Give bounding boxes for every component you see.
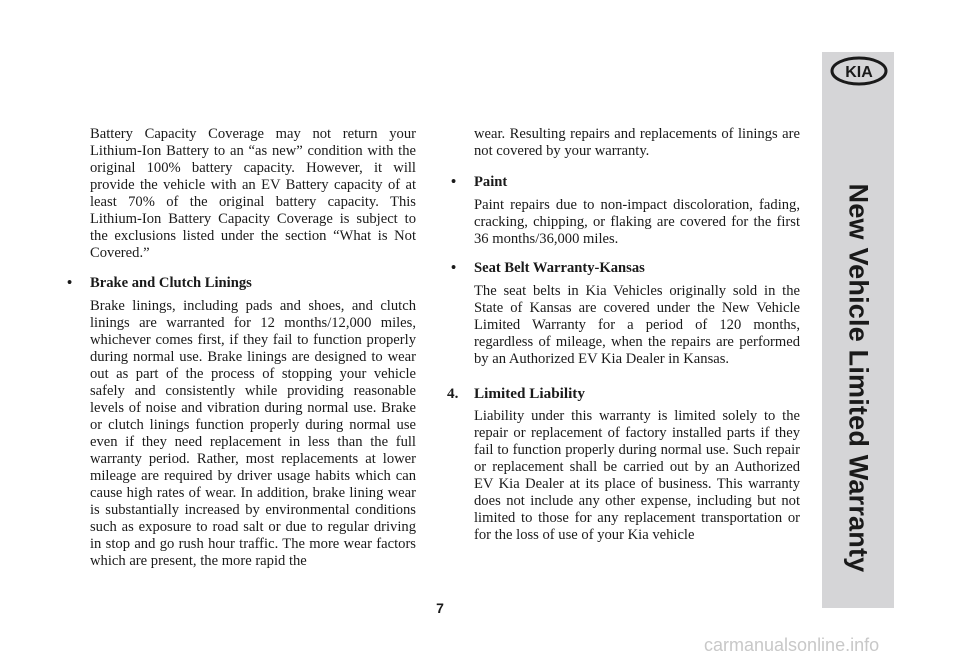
watermark: carmanualsonline.info [704, 635, 880, 655]
page-number: 7 [436, 600, 444, 616]
bullet: • [451, 260, 457, 276]
linings-continuation-paragraph: wear. Resulting repairs and replacements of linings are not covered by your warranty. [474, 126, 800, 159]
seat-belt-heading [451, 260, 800, 277]
left-column [67, 126, 416, 570]
brake-linings-heading [67, 275, 416, 292]
seat-belt-heading-text: Seat Belt Warranty-Kansas [474, 260, 645, 276]
paint-heading-text: Paint [474, 174, 508, 190]
kia-logo-text: KIA [845, 64, 873, 81]
bullet: • [451, 174, 457, 190]
paint-heading [451, 174, 800, 191]
battery-coverage-paragraph: Battery Capacity Coverage may not return your Lithium-Ion Battery to an “as new” condition with the original 100% battery capacity. However, it will provide the vehicle with an EV Battery capacity of at least 70% of the original battery capacity. This Lithium-Ion Battery Capacity Coverage is subject to the exclusions listed under the section “What is Not Covered.” [90, 126, 416, 261]
limited-liability-paragraph: Liability under this warranty is limited solely to the repair or replacement of factory installed parts if they fail to function properly during normal use. Such repair or replacement shall be carried out by an Authorized EV Kia Dealer at its place of business. This warranty does not include any other expense, including but not limited to those for any replacement transportation or for the loss of use of your Kia vehicle [474, 408, 800, 543]
section-number: 4. [447, 385, 459, 402]
limited-liability-heading [447, 385, 800, 402]
limited-liability-heading-text: Limited Liability [474, 385, 585, 402]
right-column [447, 126, 800, 544]
seat-belt-paragraph: The seat belts in Kia Vehicles originally sold in the State of Kansas are covered under the New Vehicle Limited Warranty for a period of 120 months, regardless of mileage, when the repairs are performed by an Authorized EV Kia Dealer in Kansas. [474, 283, 800, 367]
brake-linings-heading-text: Brake and Clutch Linings [90, 275, 252, 291]
paint-paragraph: Paint repairs due to non-impact discoloration, fading, cracking, chipping, or flaking are covered for the first 36 months/36,000 miles. [474, 197, 800, 247]
sidebar [822, 52, 894, 608]
sidebar-title: New Vehicle Limited Warranty [843, 183, 874, 573]
brake-linings-paragraph: Brake linings, including pads and shoes, and clutch linings are warranted for 12 months/12,000 miles, whichever comes first, if they fail to function properly during normal use. Brake linings are designed to wear out as part of the process of stopping your vehicle safely and consistently while providing reasonable levels of noise and vibration during normal use. Brake or clutch linings function properly during normal use even if they need replacement in less than the full warranty period. Rather, most replacements at lower mileage are required by driver usage habits which can cause high rates of wear. In addition, brake lining wear is substantially increased by environmental conditions such as exposure to road salt or due to regular driving in stop and go rush hour traffic. The more wear factors which are present, the more rapid the [90, 298, 416, 569]
bullet: • [67, 275, 73, 291]
kia-logo-icon [830, 56, 888, 86]
